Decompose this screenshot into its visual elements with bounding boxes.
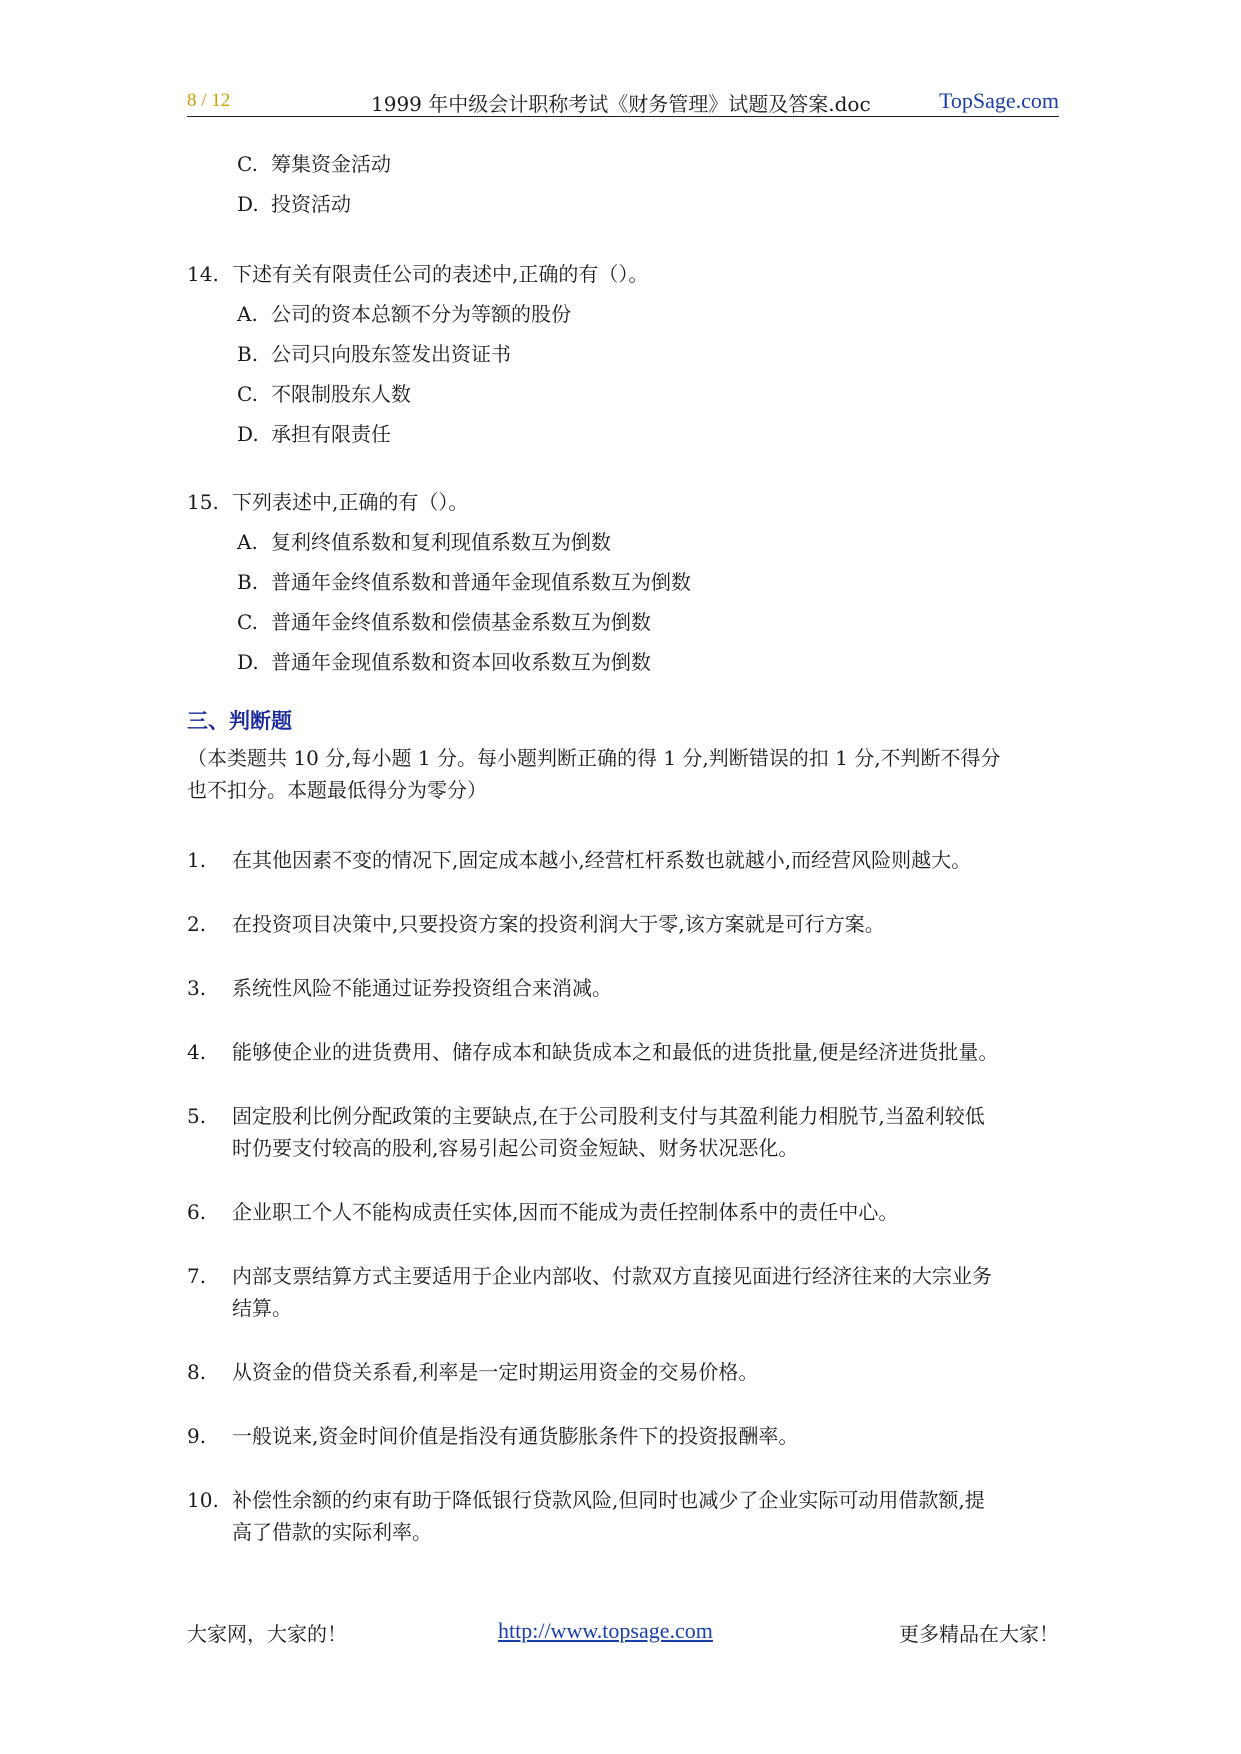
judgment-6-number: 6. (187, 1200, 207, 1224)
judgment-3-text: 系统性风险不能通过证券投资组合来消减。 (232, 976, 612, 1000)
page-header (187, 88, 1059, 117)
option-13-d: D. 投资活动 (237, 192, 351, 216)
question-15-text: 下列表述中,正确的有（）。 (232, 490, 469, 514)
judgment-2-text: 在投资项目决策中,只要投资方案的投资利润大于零,该方案就是可行方案。 (232, 912, 885, 936)
judgment-10-number: 10. (187, 1488, 219, 1512)
question-14-text: 下述有关有限责任公司的表述中,正确的有（）。 (232, 262, 649, 286)
option-15-c: C. 普通年金终值系数和偿债基金系数互为倒数 (237, 610, 651, 634)
judgment-8-text: 从资金的借贷关系看,利率是一定时期运用资金的交易价格。 (232, 1360, 759, 1384)
judgment-10-text-line-2: 高了借款的实际利率。 (232, 1520, 432, 1544)
option-15-a: A. 复利终值系数和复利现值系数互为倒数 (237, 530, 611, 554)
judgment-10-text-line-1: 补偿性余额的约束有助于降低银行贷款风险,但同时也减少了企业实际可动用借款额,提 (232, 1488, 985, 1512)
judgment-9-number: 9. (187, 1424, 207, 1448)
site-name: TopSage.com (938, 88, 1059, 113)
judgment-4-text: 能够使企业的进货费用、储存成本和缺货成本之和最低的进货批量,便是经济进货批量。 (232, 1040, 999, 1064)
judgment-1-number: 1. (187, 848, 207, 872)
judgment-5-text-line-1: 固定股利比例分配政策的主要缺点,在于公司股利支付与其盈利能力相脱节,当盈利较低 (232, 1104, 985, 1128)
judgment-7-text-line-2: 结算。 (232, 1296, 292, 1320)
judgment-5-number: 5. (187, 1104, 207, 1128)
judgment-1-text: 在其他因素不变的情况下,固定成本越小,经营杠杆系数也就越小,而经营风险则越大。 (232, 848, 972, 872)
footer-link[interactable]: http://www.topsage.com (498, 1618, 713, 1643)
section-intro-line-2: 也不扣分。本题最低得分为零分） (187, 778, 487, 802)
option-14-c: C. 不限制股东人数 (237, 382, 411, 406)
section-title: 三、判断题 (187, 709, 292, 733)
judgment-9-text: 一般说来,资金时间价值是指没有通货膨胀条件下的投资报酬率。 (232, 1424, 799, 1448)
judgment-7-number: 7. (187, 1264, 207, 1288)
footer-tagline: 更多精品在大家！ (899, 1622, 1059, 1646)
option-15-b: B. 普通年金终值系数和普通年金现值系数互为倒数 (237, 570, 691, 594)
document-title: 1999 年中级会计职称考试《财务管理》试题及答案.doc (371, 92, 871, 116)
footer-slogan: 大家网，大家的！ (187, 1622, 347, 1646)
section-intro-line-1: （本类题共 10 分,每小题 1 分。每小题判断正确的得 1 分,判断错误的扣 1 分,不判断不得分 (187, 746, 1001, 770)
judgment-4-number: 4. (187, 1040, 207, 1064)
judgment-3-number: 3. (187, 976, 207, 1000)
option-13-c: C. 筹集资金活动 (237, 152, 391, 176)
option-14-b: B. 公司只向股东签发出资证书 (237, 342, 511, 366)
judgment-7-text-line-1: 内部支票结算方式主要适用于企业内部收、付款双方直接见面进行经济往来的大宗业务 (232, 1264, 992, 1288)
question-15-number: 15. (187, 490, 219, 514)
option-15-d: D. 普通年金现值系数和资本回收系数互为倒数 (237, 650, 651, 674)
option-14-d: D. 承担有限责任 (237, 422, 391, 446)
option-14-a: A. 公司的资本总额不分为等额的股份 (237, 302, 571, 326)
question-14-number: 14. (187, 262, 219, 286)
page-number: 8 / 12 (187, 90, 231, 111)
judgment-8-number: 8. (187, 1360, 207, 1384)
judgment-2-number: 2. (187, 912, 207, 936)
judgment-6-text: 企业职工个人不能构成责任实体,因而不能成为责任控制体系中的责任中心。 (232, 1200, 899, 1224)
judgment-5-text-line-2: 时仍要支付较高的股利,容易引起公司资金短缺、财务状况恶化。 (232, 1136, 799, 1160)
